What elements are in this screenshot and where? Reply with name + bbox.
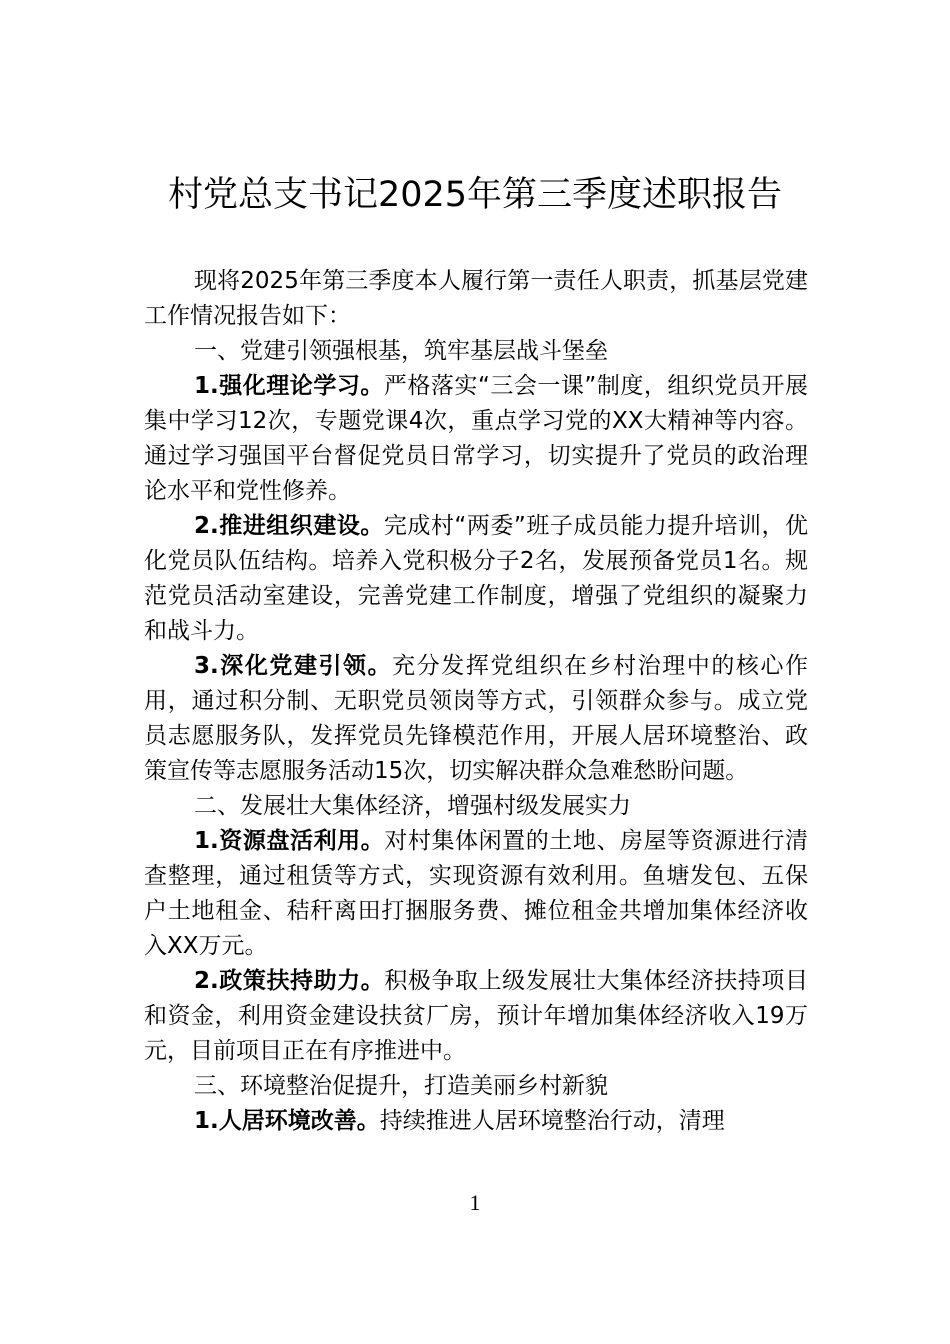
document-body xyxy=(144,264,808,1139)
item-text: 严格落实“三会一课”制度，组织党员开展集中学习12次，专题党课4次，重点学习党的XX大精神等内容。通过学习强国平台督促党员日常学习，切实提升了党员的政治理论水平和党性修养。 xyxy=(144,373,808,504)
section-2-item-2 xyxy=(144,964,808,1069)
section-1-item-1 xyxy=(144,369,808,509)
section-2-item-1 xyxy=(144,824,808,964)
item-text: 积极争取上级发展壮大集体经济扶持项目和资金，利用资金建设扶贫厂房，预计年增加集体经济收入19万元，目前项目正在有序推进中。 xyxy=(144,968,809,1064)
item-lead: 3.深化党建引领。 xyxy=(194,653,393,679)
section-heading-3: 三、环境整治促提升，打造美丽乡村新貌 xyxy=(194,1073,608,1099)
section-3-item-1 xyxy=(144,1104,808,1139)
section-heading-1: 一、党建引领强根基，筑牢基层战斗堡垒 xyxy=(194,338,608,364)
item-lead: 1.资源盘活利用。 xyxy=(194,828,385,854)
item-text: 对村集体闲置的土地、房屋等资源进行清查整理，通过租赁等方式，实现资源有效利用。鱼塘发包、五保户土地租金、秸秆离田打捆服务费、摊位租金共增加集体经济收入XX万元。 xyxy=(144,828,809,959)
item-text: 持续推进人居环境整治行动，清理 xyxy=(379,1108,725,1134)
intro-paragraph: 现将2025年第三季度本人履行第一责任人职责，抓基层党建工作情况报告如下： xyxy=(144,268,808,329)
item-text: 充分发挥党组织在乡村治理中的核心作用，通过积分制、无职党员领岗等方式，引领群众参与。成立党员志愿服务队，发挥党员先锋模范作用，开展人居环境整治、政策宣传等志愿服务活动15次，切实解决群众急难愁盼问题。 xyxy=(144,653,809,784)
item-lead: 1.强化理论学习。 xyxy=(194,373,384,399)
item-lead: 1.人居环境改善。 xyxy=(194,1108,380,1134)
page-number: 1 xyxy=(469,1190,481,1215)
document-title: 村党总支书记2025年第三季度述职报告 xyxy=(167,175,783,215)
item-lead: 2.推进组织建设。 xyxy=(194,513,384,539)
section-1-item-2 xyxy=(144,509,808,649)
section-1-item-3 xyxy=(144,649,808,789)
item-text: 完成村“两委”班子成员能力提升培训，优化党员队伍结构。培养入党积极分子2名，发展预备党员1名。规范党员活动室建设，完善党建工作制度，增强了党组织的凝聚力和战斗力。 xyxy=(144,513,808,644)
section-heading-2: 二、发展壮大集体经济，增强村级发展实力 xyxy=(194,793,631,819)
item-lead: 2.政策扶持助力。 xyxy=(194,968,385,994)
